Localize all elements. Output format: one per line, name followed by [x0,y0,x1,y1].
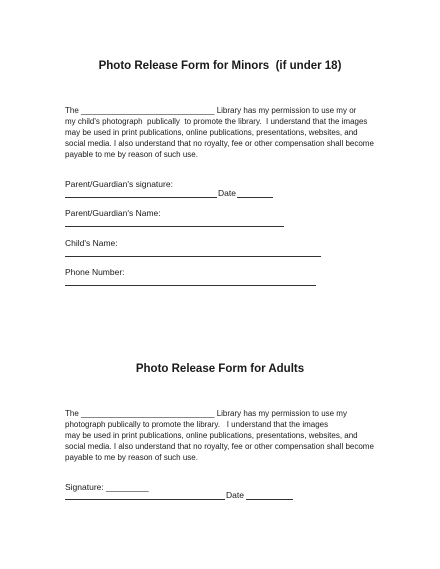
child-name-label: Child's Name: [65,238,118,248]
guardian-date-line[interactable] [237,197,273,198]
child-name-line[interactable] [65,256,321,257]
paragraph-line: payable to me by reason of such use. [65,453,198,462]
adult-date-label: Date [226,490,244,500]
adult-signature-label: Signature: _________ [65,482,149,492]
adults-permission-paragraph [65,408,395,463]
phone-number-line[interactable] [65,285,316,286]
paragraph-line: my child's photograph publically to promote the library. I understand that the images [65,117,368,126]
adult-signature-line[interactable] [65,499,225,500]
guardian-name-line[interactable] [65,226,284,227]
adult-date-line[interactable] [246,499,293,500]
paragraph-line: may be used in print publications, online publications, presentations, websites, and [65,431,358,440]
guardian-signature-line[interactable] [65,197,217,198]
guardian-name-label: Parent/Guardian's Name: [65,208,161,218]
paragraph-line: The ______________________________ Library has my permission to use my or [65,106,357,115]
adults-form-title: Photo Release Form for Adults [135,363,305,375]
paragraph-line: payable to me by reason of such use. [65,150,198,159]
minors-permission-paragraph [65,105,395,160]
phone-number-label: Phone Number: [65,267,125,277]
paragraph-line: social media. I also understand that no royalty, fee or other compensation shall become [65,139,374,148]
guardian-date-label: Date [218,188,236,198]
minors-form-title: Photo Release Form for Minors (if under 18) [98,60,342,72]
paragraph-line: may be used in print publications, online publications, presentations, websites, and [65,128,358,137]
guardian-signature-label: Parent/Guardian's signature: [65,179,173,189]
paragraph-line: photograph publically to promote the library. I understand that the images [65,420,329,429]
paragraph-line: social media. I also understand that no royalty, fee or other compensation shall become [65,442,374,451]
paragraph-line: The ______________________________ Library has my permission to use my [65,409,347,418]
